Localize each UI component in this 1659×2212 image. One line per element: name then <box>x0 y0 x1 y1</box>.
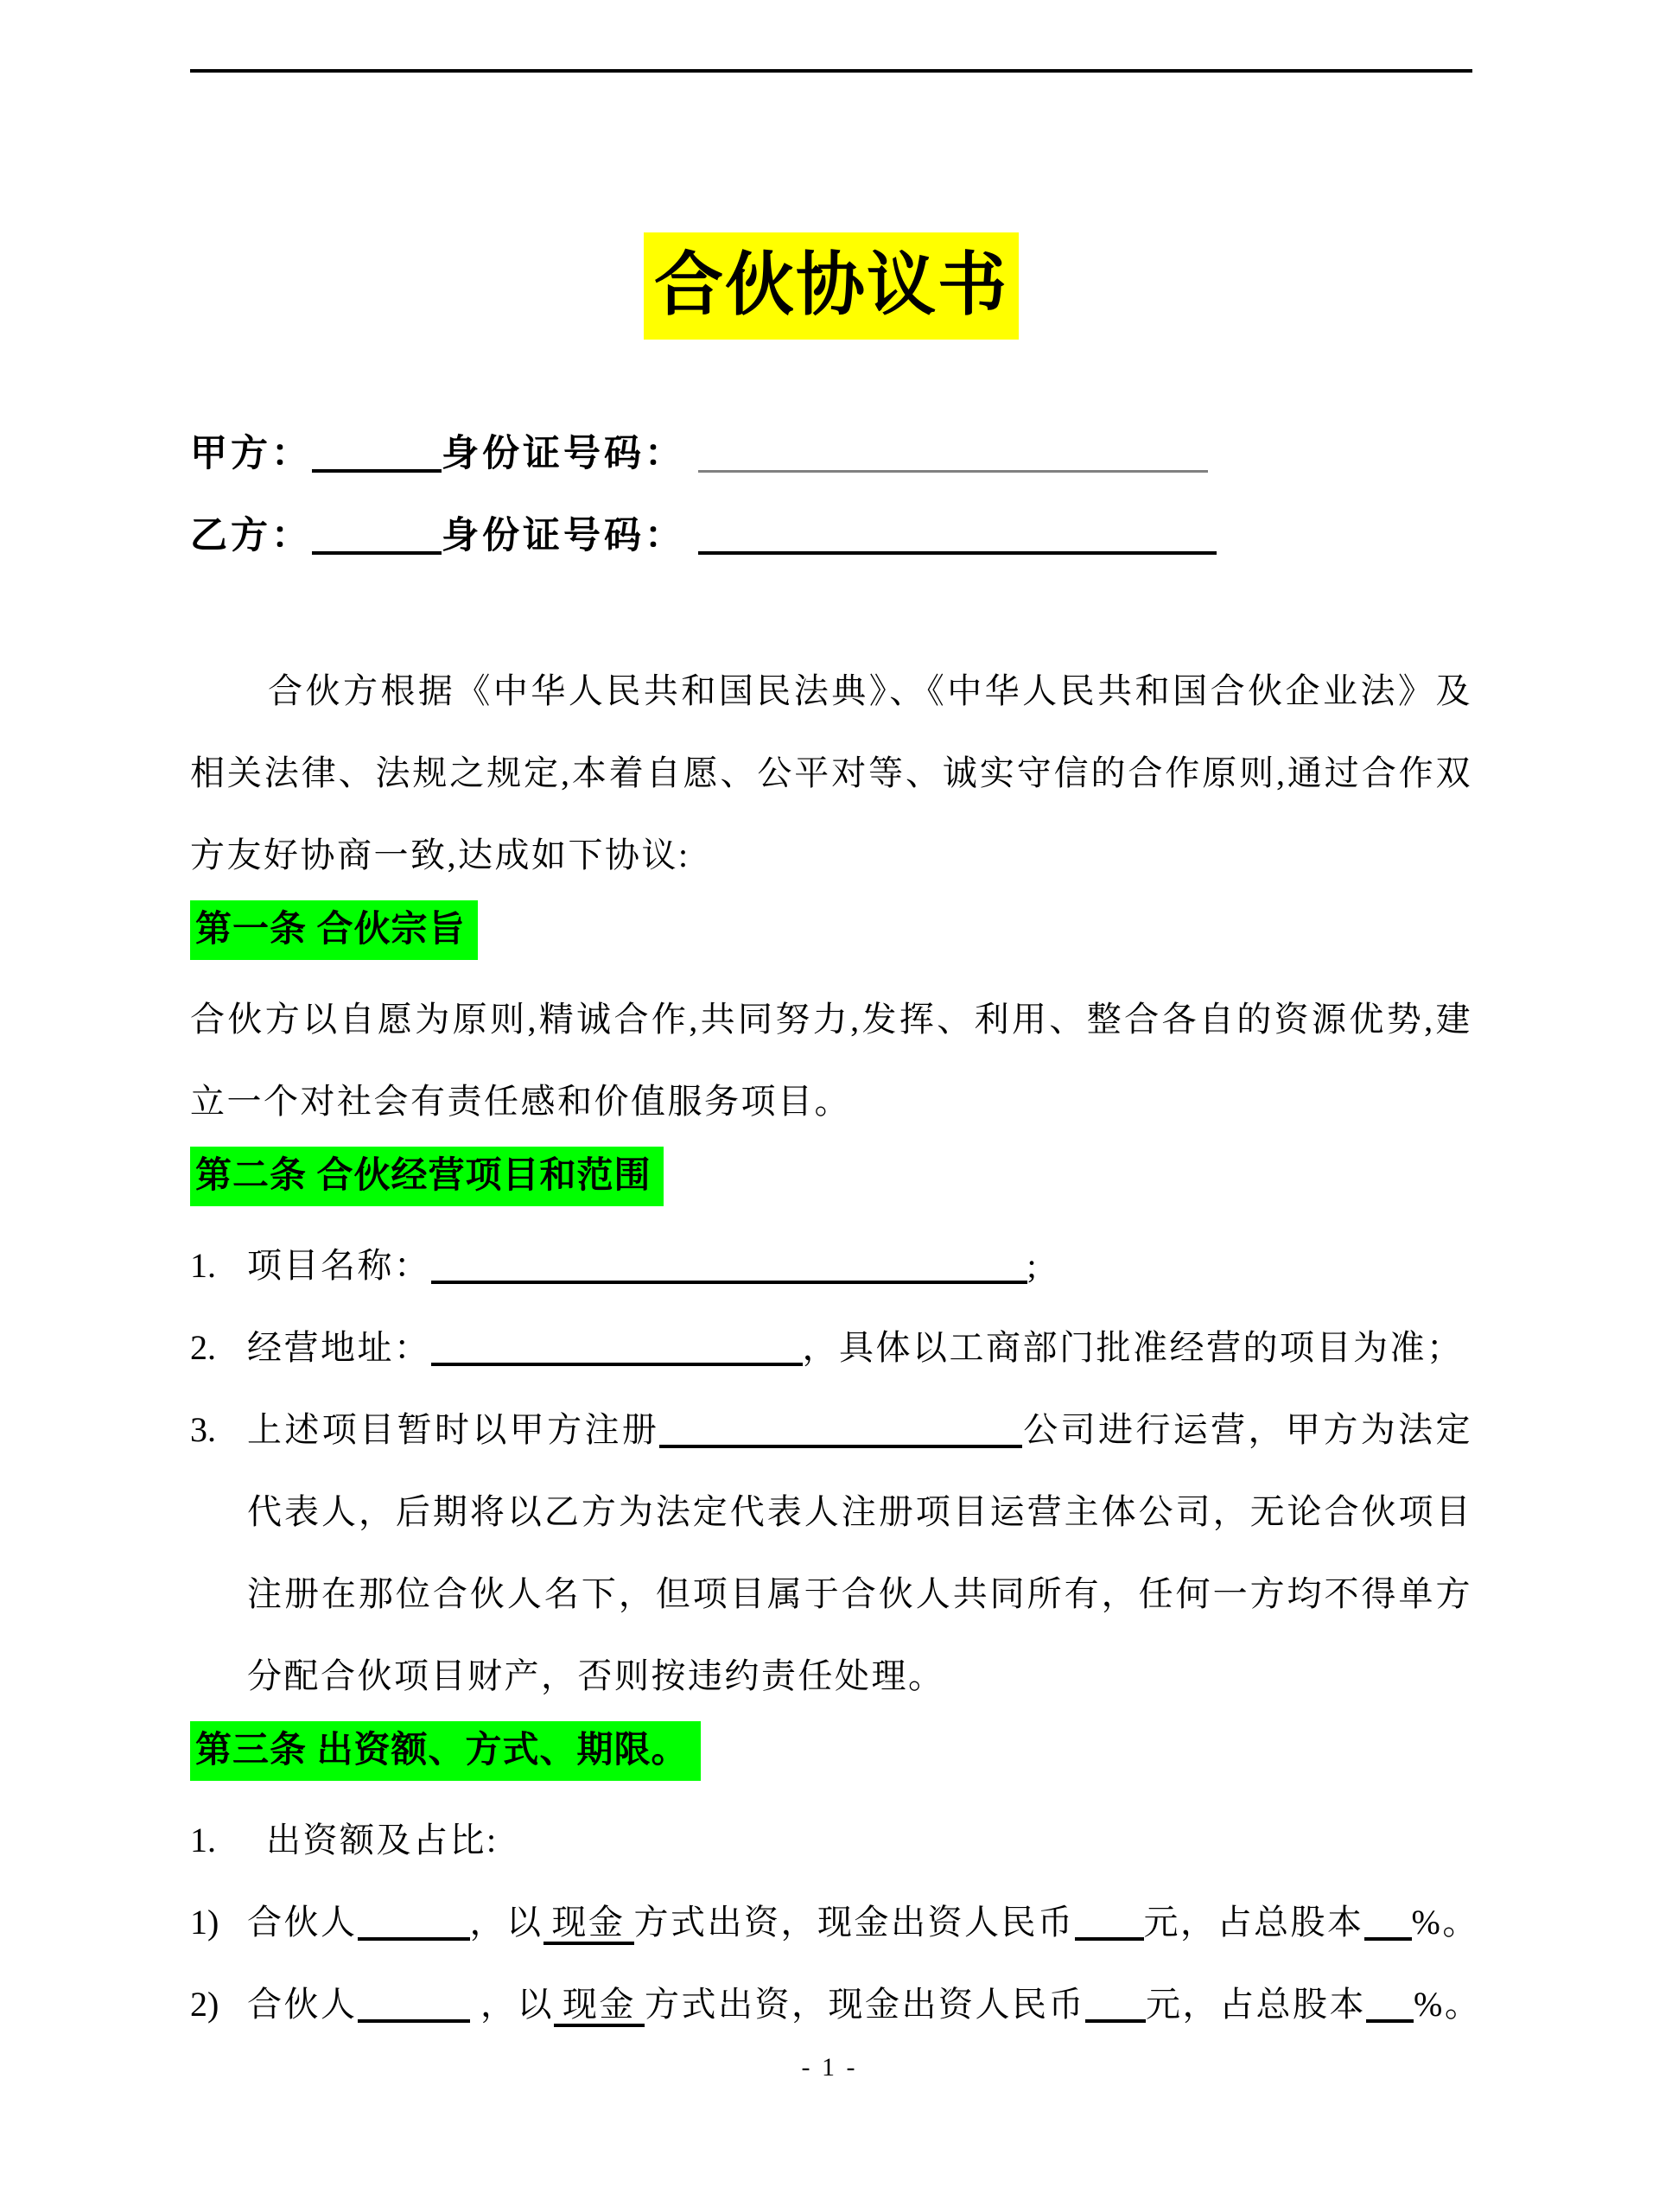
underlined-text: 现金 <box>554 1985 645 2027</box>
blank-underline <box>312 461 442 473</box>
section-heading: 第三条 出资额、方式、期限。 <box>190 1721 701 1781</box>
intro-paragraph: 合伙方根据《中华人民共和国民法典》、《中华人民共和国合伙企业法》及相关法律、法规之规定,本着自愿、公平对等、诚实守信的合作原则,通过合作双方友好协商一致,达成如下协议: <box>190 671 1472 874</box>
item-number: 2. <box>190 1328 216 1367</box>
blank-underline <box>1366 2011 1414 2023</box>
underlined-text: 现金 <box>543 1903 634 1945</box>
body-text: %。 <box>1414 1985 1482 2024</box>
list-item <box>190 1881 1479 1963</box>
item-number: 2) <box>190 1985 219 2024</box>
body-text <box>685 434 698 474</box>
section-heading: 第二条 合伙经营项目和范围 <box>190 1147 664 1206</box>
body-text: 公司进行运营，甲方为法定代表人，后期将以乙方为法定代表人注册项目运营主体公司，无论合伙项目注册在那位合伙人名下，但项目属于合伙人共同所有，任何一方均不得单方分配合伙项目财产，否则按违约责任处理。 <box>247 1410 1473 1695</box>
page-number: - 1 - <box>801 2053 858 2082</box>
body-text: 经营地址： <box>247 1328 431 1367</box>
list-item <box>190 1799 1472 1881</box>
list-item <box>190 1389 1472 1717</box>
blank-underline <box>1085 2011 1146 2023</box>
body-text: %。 <box>1411 1903 1479 1942</box>
blank-underline <box>659 1436 1022 1448</box>
page-title: 合伙协议书 <box>644 232 1019 340</box>
blank-underline <box>358 2011 470 2023</box>
blank-underline <box>431 1354 803 1366</box>
body-text: ，以 <box>469 1985 554 2024</box>
field-label: 身份证号码： <box>442 434 685 474</box>
body-text: 合伙人 <box>247 1903 358 1942</box>
body-text: ，以 <box>469 1903 543 1942</box>
party-row <box>190 495 1472 577</box>
blank-underline <box>698 461 1208 473</box>
blank-underline <box>358 1929 470 1941</box>
section-heading: 第一条 合伙宗旨 <box>190 900 478 960</box>
body-text: 项目名称： <box>247 1246 431 1285</box>
item-number: 1. <box>190 1821 216 1859</box>
body-text <box>685 516 698 556</box>
section-heading-row <box>190 896 1472 978</box>
body-text: ，具体以工商部门批准经营的项目为准； <box>802 1328 1464 1367</box>
body-text: 元，占总股本 <box>1143 1903 1364 1942</box>
blank-underline <box>312 543 442 555</box>
field-label: 乙方： <box>190 516 312 556</box>
sections-container <box>190 896 1482 2045</box>
title-row <box>190 232 1472 340</box>
blank-underline <box>698 543 1217 555</box>
item-number: 1) <box>190 1903 219 1942</box>
body-text: 方式出资，现金出资人民币 <box>645 1985 1085 2024</box>
field-label: 甲方： <box>190 434 312 474</box>
list-item <box>190 1963 1482 2045</box>
section-heading-row <box>190 1717 1472 1799</box>
party-section <box>190 413 1472 577</box>
section-body: 合伙方以自愿为原则,精诚合作,共同努力,发挥、利用、整合各自的资源优势,建立一个对社会有责任感和价值服务项目。 <box>190 1000 1472 1121</box>
body-text: 元，占总股本 <box>1146 1985 1366 2024</box>
blank-underline <box>1364 1929 1412 1941</box>
body-text: 出资额及占比: <box>266 1821 499 1859</box>
list-item <box>190 1224 1472 1306</box>
header-rule <box>190 69 1472 73</box>
field-label: 身份证号码： <box>442 516 685 556</box>
body-text: ; <box>1027 1246 1039 1285</box>
item-number: 3. <box>190 1410 216 1449</box>
blank-underline <box>431 1272 1027 1284</box>
party-row <box>190 413 1472 495</box>
item-number: 1. <box>190 1246 216 1285</box>
body-text: 上述项目暂时以甲方注册 <box>247 1410 660 1449</box>
body-text: 方式出资，现金出资人民币 <box>633 1903 1075 1942</box>
section-heading-row <box>190 1142 1472 1224</box>
blank-underline <box>1075 1929 1144 1941</box>
list-item <box>190 1306 1472 1389</box>
body-text: 合伙人 <box>247 1985 358 2024</box>
